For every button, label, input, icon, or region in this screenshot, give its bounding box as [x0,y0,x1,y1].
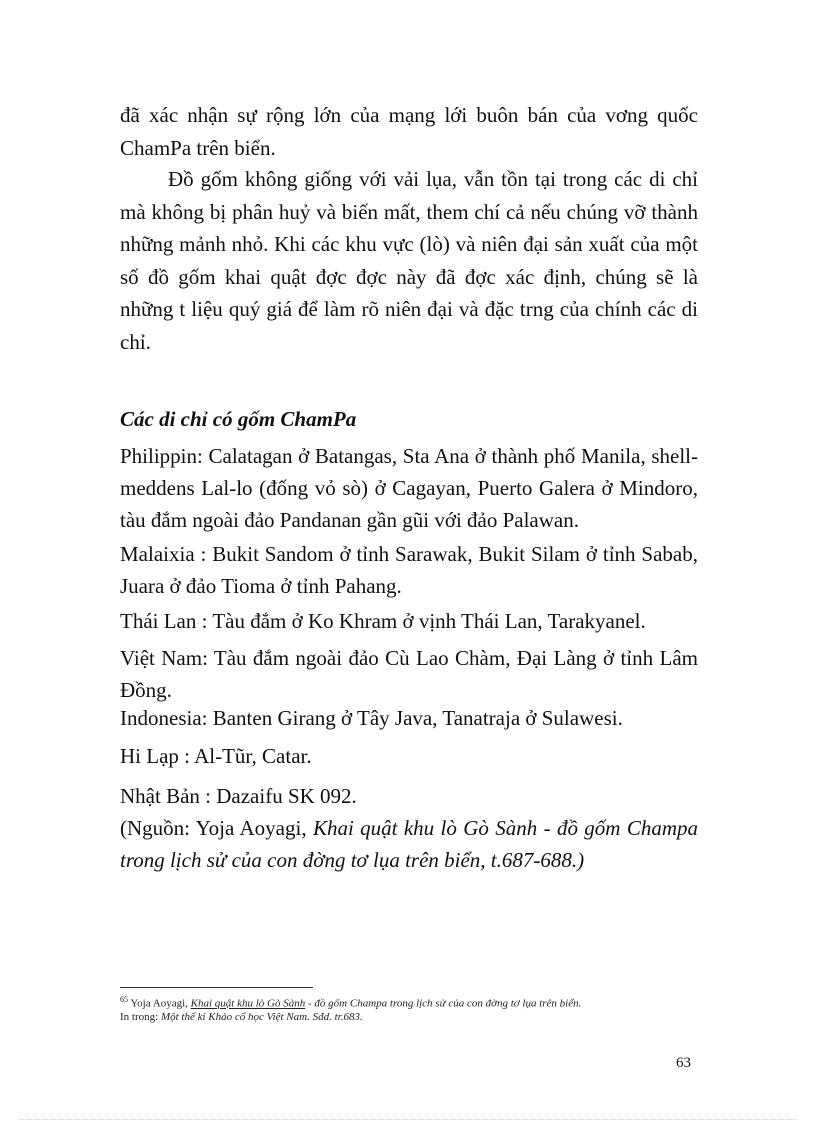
footnote [120,993,698,1025]
source-prefix: (Nguồn: Yoja Aoyagi, [120,816,313,840]
section-heading: Các di chỉ có gốm ChamPa [120,407,357,431]
site-entry-philippin: Philippin: Calatagan ở Batangas, Sta Ana ở thành phố Manila, shell-meddens Lal-lo (đống vỏ sò) ở Cagayan, Puerto Galera ở Mindoro, tàu đắm ngoài đảo Pandanan gần gũi với đảo Palawan. [120,444,698,532]
site-entry-indonesia: Indonesia: Banten Girang ở Tây Java, Tanatraja ở Sulawesi. [120,706,623,730]
footnote-marker: 65 [120,995,128,1004]
paragraph-ceramics-text: Đồ gốm không giống với vải lụa, vẫn tồn tại trong các di chỉ mà không bị phân huỷ và biến mất, them chí cả nếu chúng vỡ thành những mảnh nhỏ. Khi các khu vực (lò) và niên đại sản xuất của một số đồ gốm khai quật đợc đợc này đã đợc xác định, chúng sẽ là những t liệu quý giá để làm rõ niên đại và đặc trng của chính các di chỉ. [120,167,698,354]
paragraph-trade-network: đã xác nhận sự rộng lớn của mạng lới buôn bán của vơng quốc ChamPa trên biển. [120,103,698,160]
site-entry-malaixia: Malaixia : Bukit Sandom ở tỉnh Sarawak, Bukit Silam ở tỉnh Sabab, Juara ở đảo Tioma ở tỉnh Pahang. [120,542,698,598]
page-number: 63 [676,1055,691,1071]
paragraph-ceramics [120,163,698,358]
footnote-line2-prefix: In trong: [120,1011,161,1024]
footnote-line2-italic: Một thế kỉ Khảo cổ học Việt Nam. Sđd. tr.683. [160,1011,363,1024]
page-bottom-border [20,1119,796,1120]
source-title: Khai quật khu lò Gò Sành - đồ gốm Champa trong lịch sử của con đờng tơ lụa trên biển, t.687-688.) [120,816,698,872]
site-entry-hi-lap: Hi Lạp : Al-Tũr, Catar. [120,744,312,768]
footnote-author: Yoja Aoyagi, [128,997,191,1010]
footnote-title-rest: - đồ gốm Champa trong lịch sử của con đờng tơ lụa trên biển. [305,997,582,1010]
footnote-divider [120,987,313,988]
source-citation [120,812,698,876]
footnote-title-underlined: Khai quật khu lò Gò Sành [190,997,306,1010]
site-entry-nhat-ban: Nhật Bản : Dazaifu SK 092. [120,784,357,808]
site-entry-thai-lan: Thái Lan : Tàu đắm ở Ko Khram ở vịnh Thái Lan, Tarakyanel. [120,609,646,633]
site-entry-viet-nam: Việt Nam: Tàu đắm ngoài đảo Cù Lao Chàm, Đại Làng ở tỉnh Lâm Đồng. [120,646,698,702]
